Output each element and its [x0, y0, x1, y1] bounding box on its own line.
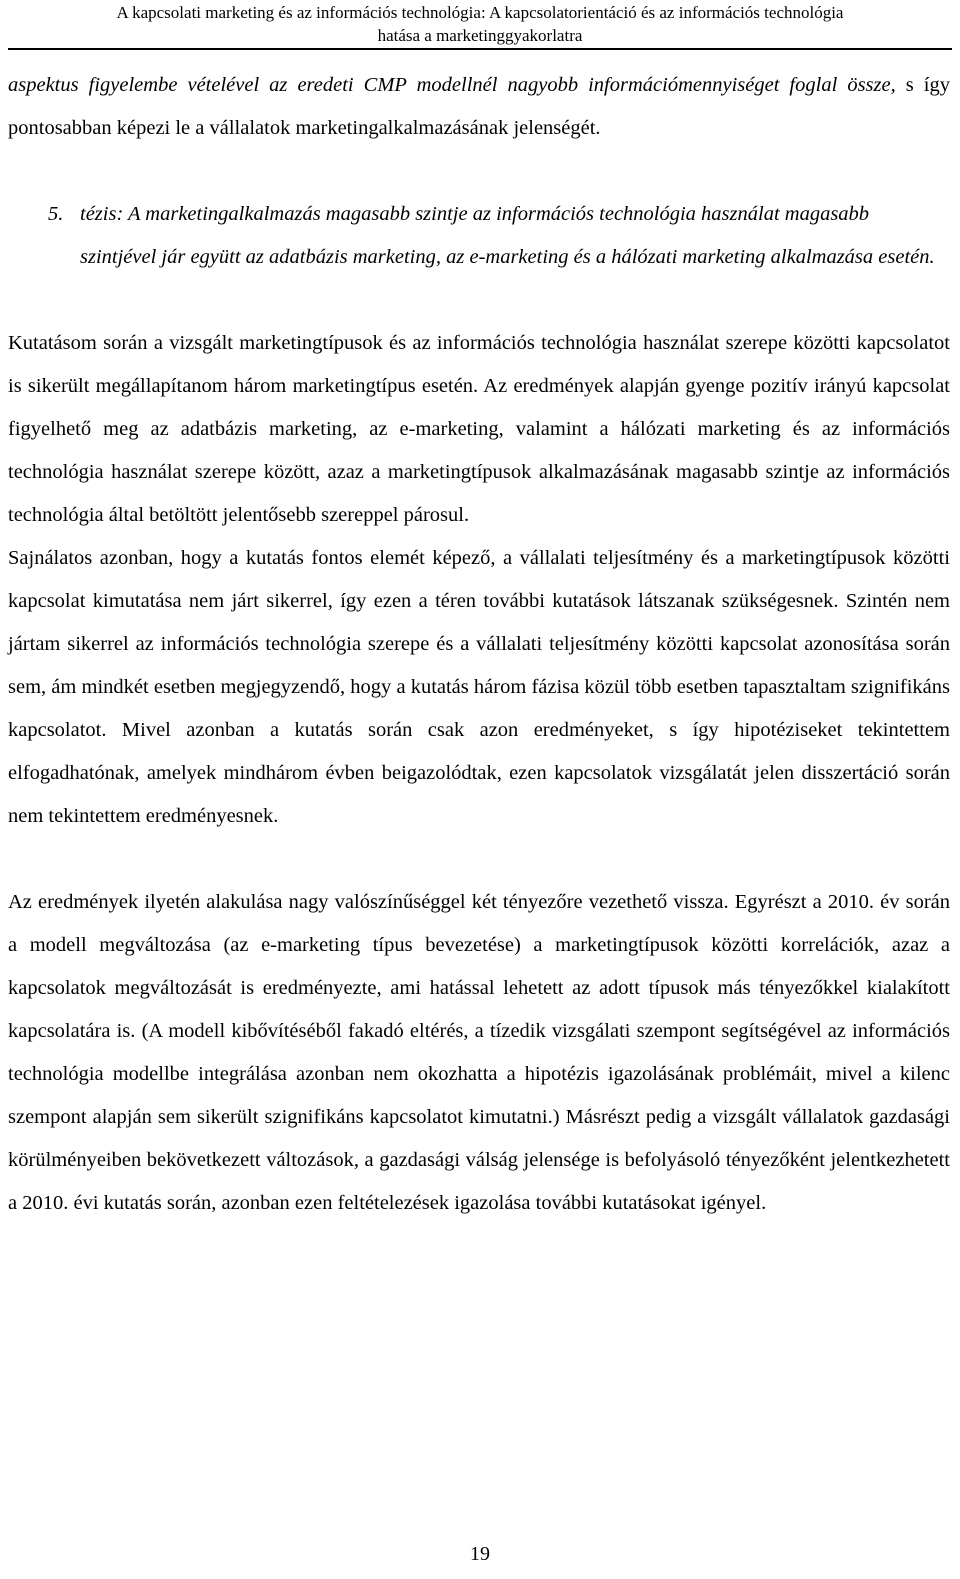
running-header — [8, 0, 952, 50]
intro-italic-text: aspektus figyelembe vételével az eredeti CMP modellnél nagyobb információmennyiséget foglal össze, — [8, 74, 896, 96]
page-body — [8, 64, 950, 1225]
header-line-2: hatása a marketinggyakorlatra — [377, 26, 583, 45]
page-number: 19 — [470, 1543, 490, 1565]
header-line-1: A kapcsolati marketing és az információs technológia: A kapcsolatorientáció és az információs technológia — [116, 3, 844, 22]
thesis-text: tézis: A marketingalkalmazás magasabb szintje az információs technológia használat magasabb szintjével jár együtt az adatbázis marketing, az e-marketing és a hálózati marketing alkalmazása esetén. — [80, 203, 935, 268]
paragraph-2: Sajnálatos azonban, hogy a kutatás fontos elemét képező, a vállalati teljesítmény és a marketingtípusok közötti kapcsolat kimutatása nem járt sikerrel, így ezen a téren további kutatások látszanak szükségesnek. Szintén nem jártam sikerrel az információs technológia szerepe és a vállalati teljesítmény közötti kapcsolat azonosítása során sem, ám mindkét esetben megjegyzendő, hogy a kutatás három fázisa közül több esetben tapasztaltam szignifikáns kapcsolatot. Mivel azonban a kutatás során csak azon eredményeket, s így hipotéziseket tekintettem elfogadhatónak, amelyek mindhárom évben beigazolódtak, ezen kapcsolatok vizsgálatát jelen disszertáció során nem tekintettem eredményesnek. — [8, 547, 950, 827]
paragraph-3: Az eredmények ilyetén alakulása nagy valószínűséggel két tényezőre vezethető vissza. Egyrészt a 2010. év során a modell megváltozása (az e-marketing típus bevezetése) a marketingtípusok közötti korrelációk, azaz a kapcsolatok megváltozását is eredményezte, ami hatással lehetett az adott típusok más tényezőkkel kialakított kapcsolatára is. (A modell kibővítéséből fakadó eltérés, a tízedik vizsgálati szempont segítségével az információs technológia modellbe integrálása azonban nem okozhatta a hipotézis igazolásának problémáit, mivel a kilenc szempont alapján sem sikerült szignifikáns kapcsolatot kimutatni.) Másrészt pedig a vizsgált vállalatok gazdasági körülményeiben bekövetkezett változások, a gazdasági válság jelensége is befolyásoló tényezőként jelentkezhetett a 2010. évi kutatás során, azonban ezen feltételezések igazolása további kutatásokat igényel. — [8, 891, 950, 1214]
intro-regular-text: s így pontosabban képezi le a vállalatok marketingalkalmazásának jelenségét. — [8, 74, 950, 139]
paragraph-1: Kutatásom során a vizsgált marketingtípusok és az információs technológia használat szerepe közötti kapcsolatot is sikerült megállapítanom három marketingtípus esetén. Az eredmények alapján gyenge pozitív irányú kapcsolat figyelhető meg az adatbázis marketing, az e-marketing, valamint a hálózati marketing és az információs technológia használat szerepe között, azaz a marketingtípusok alkalmazásának magasabb szintje az információs technológia által betöltött jelentősebb szereppel párosul. — [8, 332, 950, 526]
intro-paragraph — [8, 64, 950, 150]
thesis-5 — [8, 193, 950, 279]
thesis-number: 5. — [48, 203, 64, 225]
